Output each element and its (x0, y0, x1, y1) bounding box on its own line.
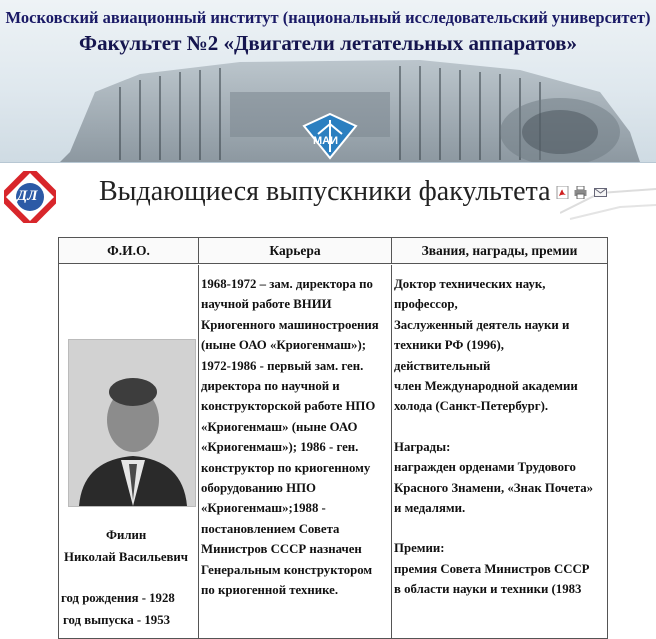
title-line: член Международной академии (394, 379, 578, 394)
career-line: директора по научной и (201, 379, 340, 394)
title-line: профессор, (394, 297, 458, 312)
award-line: Красного Знамени, «Знак Почета» (394, 480, 594, 495)
header-awards: Звания, награды, премии (392, 238, 607, 264)
career-line: «Криогенмаш»;1988 - (201, 501, 326, 516)
titles-list (394, 274, 607, 417)
career-line: «Криогенмаш» (ныне ОАО (201, 419, 358, 434)
mai-logo-text: МАИ (313, 135, 339, 147)
person-photo (68, 339, 196, 507)
graduates-table (58, 237, 608, 639)
person-graduation-year: год выпуска - 1953 (63, 613, 170, 627)
header-fio: Ф.И.О. (59, 238, 199, 264)
awards-cell (392, 265, 607, 638)
person-birth-year: год рождения - 1928 (61, 591, 175, 605)
prize-line: премия Совета Министров СССР (394, 561, 590, 576)
prize-line: в области науки и техники (1983 (394, 582, 582, 597)
title-bar (0, 162, 656, 231)
prizes-list (394, 559, 607, 600)
career-line: постановлением Совета (201, 521, 340, 536)
career-line: оборудованию НПО (201, 481, 317, 496)
awards-heading: Награды: (394, 439, 451, 454)
career-line: конструкторской работе НПО (201, 399, 376, 414)
award-line: награжден орденами Трудового (394, 460, 576, 475)
faculty-name: Факультет №2 «Двигатели летательных аппаратов» (79, 31, 577, 55)
pdf-icon[interactable] (556, 186, 569, 199)
career-line: Генеральным конструктором (201, 562, 373, 577)
page-title: Выдающиеся выпускники факультета (99, 176, 551, 207)
career-line: Министров СССР назначен (201, 542, 362, 557)
title-line: Заслуженный деятель науки и (394, 317, 570, 332)
print-icon[interactable] (574, 186, 587, 199)
person-surname: Филин (106, 528, 147, 542)
header-career: Карьера (199, 238, 392, 264)
prizes-heading: Премии: (394, 541, 445, 556)
email-icon[interactable] (594, 186, 607, 199)
career-line: «Криогенмаш»); 1986 - ген. (201, 440, 359, 455)
awards-list (394, 457, 607, 518)
faculty-logo-text: ДЛ (17, 188, 38, 204)
site-header (0, 0, 656, 162)
award-line: и медалями. (394, 501, 466, 516)
institute-name: Московский авиационный институт (национальный исследовательский университет) (5, 8, 651, 27)
career-line: конструктор по криогенному (201, 460, 371, 475)
career-line: Криогенного машиностроения (201, 317, 379, 332)
person-cell (59, 265, 199, 638)
career-line: по криогенной технике. (201, 583, 339, 598)
career-line: 1972-1986 - первый зам. ген. (201, 358, 364, 373)
title-line: техники РФ (1996), (394, 338, 504, 353)
title-line: холода (Санкт-Петербург). (394, 399, 549, 414)
career-line: (ныне ОАО «Криогенмаш»); (201, 338, 366, 353)
person-name: Николай Васильевич (64, 550, 189, 564)
title-line: действительный (394, 358, 491, 373)
title-line: Доктор технических наук, (394, 277, 546, 291)
career-line: 1968-1972 – зам. директора по (201, 277, 373, 291)
career-line: научной работе ВНИИ (201, 297, 332, 312)
career-cell (199, 265, 392, 638)
